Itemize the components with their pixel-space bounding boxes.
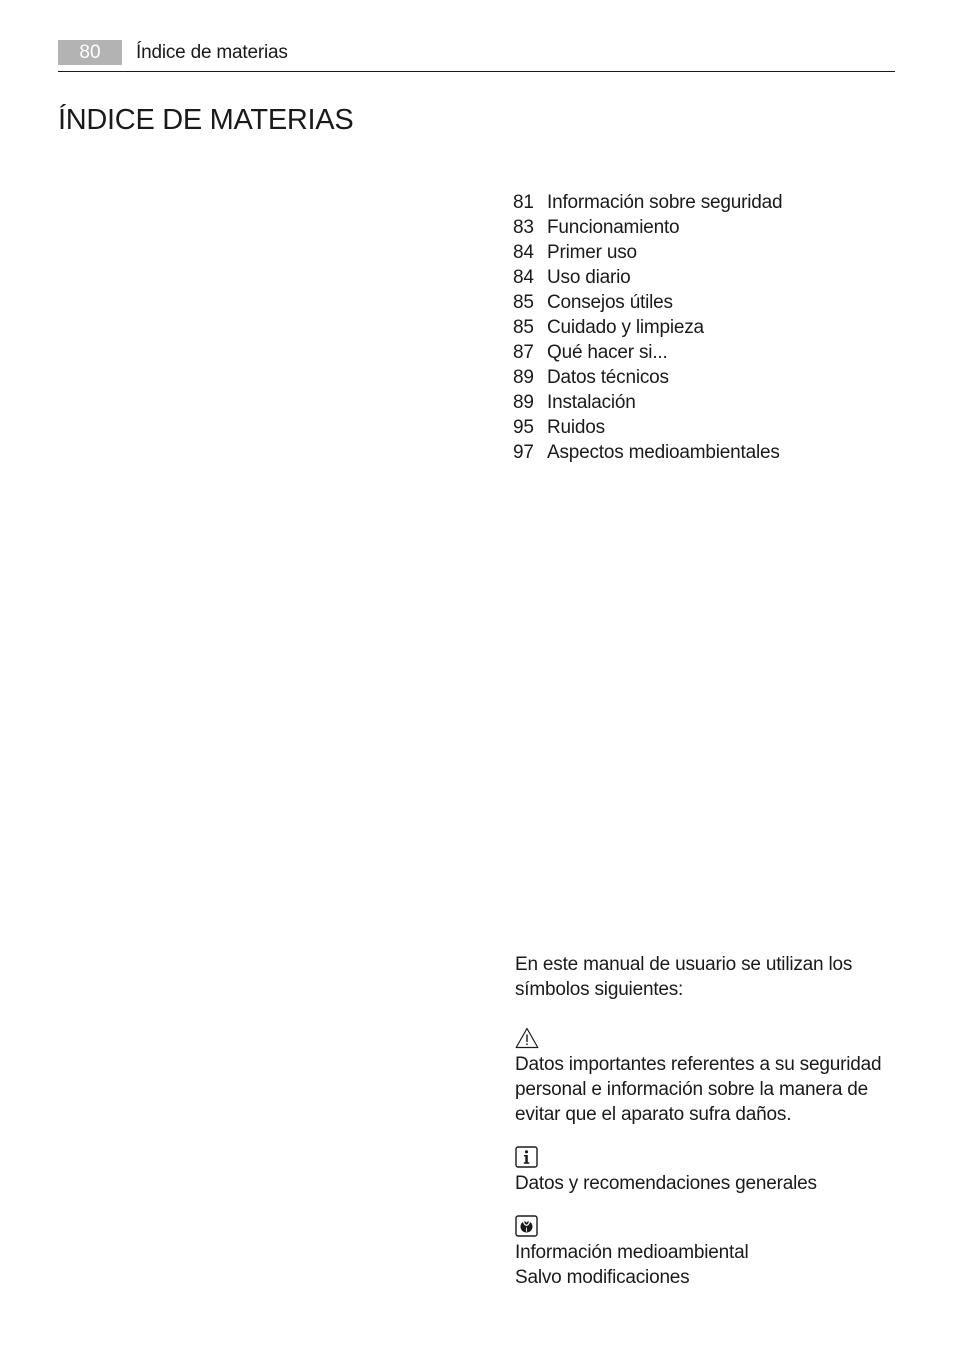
toc-label: Información sobre seguridad [547, 192, 783, 213]
toc-entry[interactable] [513, 365, 782, 390]
info-icon [515, 1146, 905, 1168]
toc-label: Primer uso [547, 242, 637, 263]
environment-icon [515, 1215, 905, 1237]
running-title: Índice de materias [136, 42, 288, 63]
toc-page-number: 95 [513, 417, 534, 438]
toc-label: Instalación [547, 392, 636, 413]
warning-triangle-icon [515, 1027, 905, 1049]
page-header [58, 40, 895, 72]
legend-footer: Salvo modificaciones [515, 1267, 690, 1288]
toc-entry[interactable] [513, 265, 782, 290]
toc-label: Aspectos medioambientales [547, 442, 780, 463]
toc-entry[interactable] [513, 215, 782, 240]
toc-label: Uso diario [547, 267, 631, 288]
toc-entry[interactable] [513, 340, 782, 365]
legend-safety-text: Datos importantes referentes a su seguridad personal e información sobre la manera de evitar que el aparato sufra daños. [515, 1054, 882, 1125]
toc-label: Consejos útiles [547, 292, 673, 313]
legend-intro: En este manual de usuario se utilizan los símbolos siguientes: [515, 954, 853, 1000]
toc-entry[interactable] [513, 315, 782, 340]
legend-environment-text: Información medioambiental [515, 1242, 749, 1263]
page-number: 80 [58, 40, 122, 65]
toc-label: Ruidos [547, 417, 605, 438]
toc-label: Funcionamiento [547, 217, 680, 238]
toc-page-number: 83 [513, 217, 534, 238]
toc-label: Qué hacer si... [547, 342, 668, 363]
toc-page-number: 85 [513, 292, 534, 313]
toc-page-number: 89 [513, 392, 534, 413]
toc-page-number: 89 [513, 367, 534, 388]
toc-label: Cuidado y limpieza [547, 317, 704, 338]
toc-page-number: 97 [513, 442, 534, 463]
toc-entry[interactable] [513, 415, 782, 440]
toc-entry[interactable] [513, 290, 782, 315]
page-title: ÍNDICE DE MATERIAS [58, 104, 354, 136]
toc-entry[interactable] [513, 440, 782, 465]
toc-page-number: 84 [513, 242, 534, 263]
toc-page-number: 87 [513, 342, 534, 363]
toc-entry[interactable] [513, 240, 782, 265]
toc-entry[interactable] [513, 390, 782, 415]
toc-label: Datos técnicos [547, 367, 669, 388]
toc-page-number: 81 [513, 192, 534, 213]
toc-page-number: 85 [513, 317, 534, 338]
symbol-legend [515, 952, 905, 1290]
table-of-contents [513, 190, 782, 465]
legend-general-text: Datos y recomendaciones generales [515, 1173, 817, 1194]
toc-entry[interactable] [513, 190, 782, 215]
toc-page-number: 84 [513, 267, 534, 288]
